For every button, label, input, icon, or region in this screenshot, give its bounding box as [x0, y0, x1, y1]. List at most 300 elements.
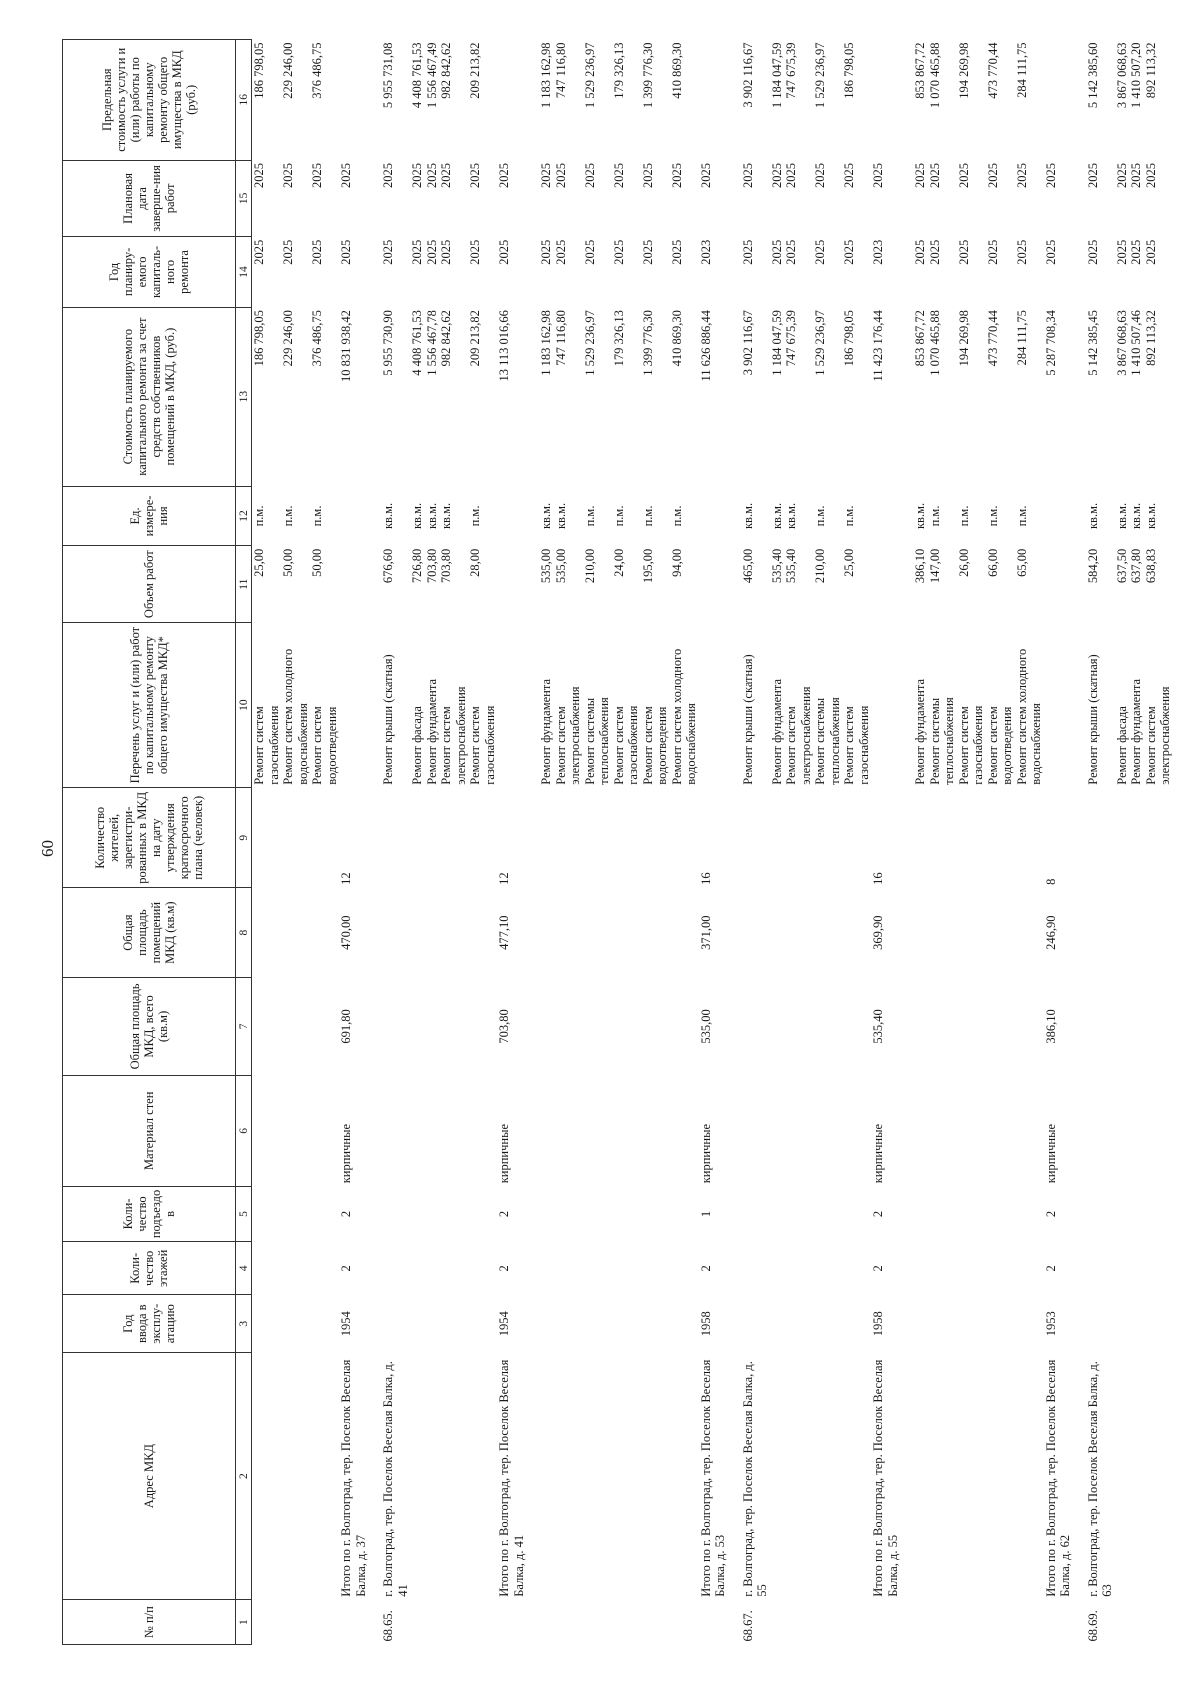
cell-col-10 [497, 623, 526, 788]
cell-col-15: 2025 [842, 163, 856, 189]
cell-col-6 [928, 1075, 957, 1186]
cell-col-14: 2025 [1114, 239, 1129, 265]
cell-col-11 [871, 546, 900, 623]
cell-col-7 [741, 977, 770, 1075]
cell-col-4 [770, 1242, 785, 1295]
cell-col-8 [425, 888, 440, 978]
cell-col-2 [641, 1353, 670, 1600]
cell-col-9 [784, 788, 813, 888]
cell-col-14: 2025 [1143, 239, 1158, 265]
table-container [62, 39, 1192, 1645]
cell-col-8 [439, 888, 468, 978]
cell-col-2 [310, 1353, 339, 1600]
cell-col-4 [957, 1242, 986, 1295]
cell-col-7 [554, 977, 583, 1075]
cell-col-14: 2025 [281, 239, 295, 265]
cell-col-15: 2025 [439, 163, 453, 189]
table-row [252, 40, 282, 1645]
cell-col-14: 2025 [439, 239, 453, 265]
cell-col-5 [468, 1186, 497, 1241]
column-header: Количество жителей, зарегистри-рованных в МКД на дату утверждения краткосрочного плана (человек) [63, 788, 236, 888]
cell-col-1 [310, 1600, 339, 1645]
cell-col-4 [913, 1242, 928, 1295]
cell-col-13: 473 770,44 [985, 310, 1000, 367]
cell-col-12: п.м. [842, 505, 856, 527]
cell-col-3 [439, 1295, 468, 1353]
cell-col-12 [1044, 486, 1073, 546]
cell-col-7 [539, 977, 554, 1075]
column-number: 9 [236, 788, 252, 888]
cell-col-3 [784, 1295, 813, 1353]
cell-col-10: Ремонт систем газоснабжения [252, 705, 281, 785]
cell-col-3 [468, 1295, 497, 1353]
table-row [281, 40, 310, 1645]
cell-col-15: 2025 [1143, 163, 1158, 189]
cell-col-16: 376 486,75 [310, 42, 324, 99]
cell-col-14: 2023 [871, 239, 885, 265]
cell-col-1 [784, 1600, 813, 1645]
cell-col-16 [339, 40, 368, 161]
cell-col-1: 68.69. [1085, 1610, 1100, 1642]
cell-col-13: 747 116,80 [553, 310, 568, 366]
row-gap-cell [526, 40, 539, 1645]
cell-col-10 [339, 623, 368, 788]
row-gap-cell [900, 40, 913, 1645]
cell-col-9: 16 [871, 872, 885, 885]
cell-col-6 [425, 1075, 440, 1186]
cell-col-7: 703,80 [497, 1009, 511, 1044]
cell-col-1 [670, 1600, 699, 1645]
table-row [913, 40, 928, 1645]
cell-col-11: 147,00 [927, 548, 942, 584]
cell-col-6 [612, 1075, 641, 1186]
cell-col-8 [1144, 888, 1173, 978]
cell-col-8 [784, 888, 813, 978]
cell-col-10 [871, 623, 900, 788]
cell-col-16: 5 142 385,60 [1085, 42, 1100, 109]
cell-col-12: кв.м. [784, 502, 798, 530]
cell-col-14: 2025 [381, 239, 395, 265]
cell-col-8 [281, 888, 310, 978]
cell-col-14: 2025 [640, 239, 655, 265]
cell-col-11: 25,00 [252, 548, 266, 577]
table-row [928, 40, 957, 1645]
cell-col-12 [699, 486, 728, 546]
cell-col-2: г. Волгоград, тер. Поселок Веселая Балка, д. 63 [1085, 1361, 1114, 1597]
cell-col-12: п.м. [611, 505, 626, 527]
cell-col-9: 12 [339, 872, 353, 885]
cell-col-2 [425, 1353, 440, 1600]
cell-col-5 [670, 1186, 699, 1241]
cell-col-15: 2025 [553, 163, 568, 189]
cell-col-14: 2025 [1043, 239, 1058, 265]
cell-col-11: 637,50 [1114, 548, 1129, 584]
cell-col-1 [1115, 1600, 1130, 1645]
cell-col-11: 195,00 [640, 548, 655, 584]
cell-col-14: 2025 [539, 239, 553, 265]
cell-col-16: 982 842,62 [439, 42, 453, 99]
column-header: Коли-чество подъездо в [63, 1186, 236, 1241]
page-number: 60 [38, 840, 57, 857]
cell-col-13: 747 675,39 [784, 310, 798, 367]
cell-col-3 [770, 1295, 785, 1353]
cell-col-7: 535,00 [698, 1009, 713, 1044]
cell-col-4 [670, 1242, 699, 1295]
cell-col-9 [539, 788, 554, 888]
cell-col-6 [1144, 1075, 1173, 1186]
cell-col-3: 1954 [339, 1311, 353, 1337]
cell-col-3 [1129, 1295, 1144, 1353]
cell-col-2 [554, 1353, 583, 1600]
cell-col-3: 1954 [497, 1311, 511, 1337]
cell-col-9 [1129, 788, 1144, 888]
cell-col-7 [813, 977, 842, 1075]
cell-col-9 [1086, 788, 1115, 888]
cell-col-5: 1 [698, 1210, 713, 1218]
cell-col-16: 892 113,32 [1143, 42, 1158, 99]
cell-col-10 [1044, 623, 1073, 788]
cell-col-8: 246,90 [1043, 915, 1058, 950]
cell-col-6 [539, 1075, 554, 1186]
cell-col-6 [770, 1075, 785, 1186]
cell-col-13: 1 556 467,78 [424, 310, 439, 376]
cell-col-1 [699, 1600, 728, 1645]
row-gap [728, 40, 741, 1645]
cell-col-7: 386,10 [1043, 1009, 1058, 1044]
cell-col-11: 66,00 [985, 548, 1000, 577]
cell-col-1 [612, 1600, 641, 1645]
cell-col-16: 853 867,72 [913, 42, 927, 99]
cell-col-2 [913, 1353, 928, 1600]
cell-col-12: кв.м. [1085, 502, 1100, 530]
cell-col-6 [1086, 1075, 1115, 1186]
cell-col-12: кв.м. [410, 502, 424, 530]
column-header: Год планиру-емого капиталь-ного ремонта [63, 237, 236, 307]
cell-col-4 [612, 1242, 641, 1295]
cell-col-13: 179 326,13 [611, 310, 626, 367]
table-row [842, 40, 871, 1645]
cell-col-3 [381, 1295, 410, 1353]
cell-col-5 [425, 1186, 440, 1241]
cell-col-4 [842, 1242, 871, 1295]
cell-col-14: 2025 [813, 239, 827, 265]
cell-col-1 [252, 1600, 282, 1645]
cell-col-14: 2025 [842, 239, 856, 265]
cell-col-4 [1144, 1242, 1173, 1295]
cell-col-5 [252, 1186, 282, 1241]
cell-col-13: 1 070 465,88 [927, 310, 942, 376]
column-header: Адрес МКД [63, 1353, 236, 1600]
cell-col-13: 13 113 016,66 [497, 310, 511, 382]
cell-col-15: 2025 [784, 163, 798, 189]
cell-col-8 [468, 888, 497, 978]
cell-col-4: 2 [339, 1265, 353, 1272]
cell-col-7 [583, 977, 612, 1075]
cell-col-15: 2025 [927, 163, 942, 189]
cell-col-5 [1086, 1186, 1115, 1241]
cell-col-14: 2025 [497, 239, 511, 265]
cell-col-1 [339, 1600, 368, 1645]
cell-col-11: 535,00 [539, 548, 553, 584]
cell-col-11: 210,00 [813, 548, 827, 584]
cell-col-9 [554, 788, 583, 888]
column-number: 10 [236, 623, 252, 788]
cell-col-7 [641, 977, 670, 1075]
cell-col-1 [1129, 1600, 1144, 1645]
cell-col-12: кв.м. [381, 502, 395, 530]
cell-col-13: 5 142 385,45 [1085, 310, 1100, 376]
cell-col-4 [741, 1242, 770, 1295]
cell-col-14: 2025 [339, 239, 353, 265]
cell-col-2 [468, 1353, 497, 1600]
cell-col-6 [439, 1075, 468, 1186]
cell-col-12 [339, 486, 368, 546]
cell-col-13: 3 902 116,67 [740, 310, 755, 376]
row-gap-cell [1073, 40, 1086, 1645]
cell-col-9 [986, 788, 1015, 888]
cell-col-4 [539, 1242, 554, 1295]
cell-col-5: 2 [339, 1210, 353, 1218]
cell-col-2 [928, 1353, 957, 1600]
cell-col-13: 186 798,05 [842, 310, 856, 367]
column-header: Предельная стоимость услуги и (или) работы по капитальному ремонту общего имущества в МКД (руб.) [63, 40, 236, 161]
cell-col-15: 2025 [310, 163, 324, 189]
column-number: 8 [236, 888, 252, 978]
cell-col-11: 638,83 [1143, 548, 1158, 584]
cell-col-4 [381, 1242, 410, 1295]
cell-col-8 [612, 888, 641, 978]
cell-col-5 [1129, 1186, 1144, 1241]
cell-col-10: Ремонт систем водоотведения [640, 706, 669, 785]
cell-col-3 [670, 1295, 699, 1353]
cell-col-1 [928, 1600, 957, 1645]
table-row [410, 40, 425, 1645]
cell-col-9: 12 [497, 872, 511, 885]
cell-col-3 [554, 1295, 583, 1353]
cell-col-15: 2025 [1129, 163, 1143, 189]
cell-col-6 [468, 1075, 497, 1186]
cell-col-3 [928, 1295, 957, 1353]
cell-col-3 [1015, 1295, 1044, 1353]
cell-col-11: 676,60 [381, 548, 395, 584]
table-row [813, 40, 842, 1645]
cell-col-4: 2 [497, 1265, 511, 1272]
cell-col-3 [957, 1295, 986, 1353]
cell-col-9 [612, 788, 641, 888]
cell-col-4 [1115, 1242, 1130, 1295]
cell-col-8 [913, 888, 928, 978]
cell-col-11: 24,00 [611, 548, 626, 577]
cell-col-13: 892 113,32 [1143, 310, 1158, 366]
cell-col-4 [554, 1242, 583, 1295]
cell-col-8 [986, 888, 1015, 978]
cell-col-2 [252, 1353, 282, 1600]
cell-col-4 [468, 1242, 497, 1295]
cell-col-10: Ремонт системы теплоснабжения [582, 697, 611, 785]
cell-col-10 [699, 623, 728, 788]
cell-col-2 [670, 1353, 699, 1600]
table-row [612, 40, 641, 1645]
cell-col-11: 584,20 [1085, 548, 1100, 584]
cell-col-13: 10 831 938,42 [339, 310, 353, 382]
cell-col-7 [842, 977, 871, 1075]
table-row [770, 40, 785, 1645]
cell-col-15: 2025 [1114, 163, 1129, 189]
cell-col-8 [741, 888, 770, 978]
cell-col-1 [539, 1600, 554, 1645]
cell-col-5 [986, 1186, 1015, 1241]
column-number: 15 [236, 160, 252, 237]
cell-col-11: 210,00 [582, 548, 597, 584]
cell-col-16: 186 798,05 [252, 42, 266, 99]
cell-col-4 [1086, 1242, 1115, 1295]
cell-col-10: Ремонт систем холодного водоснабжения [669, 648, 698, 785]
table-row [1015, 40, 1044, 1645]
cell-col-10: Ремонт фундамента [1129, 678, 1143, 785]
cell-col-3 [252, 1295, 282, 1353]
cell-col-7 [425, 977, 440, 1075]
cell-col-9 [410, 788, 425, 888]
table-row [784, 40, 813, 1645]
table-row [1144, 40, 1173, 1645]
cell-col-15: 2025 [769, 163, 784, 189]
cell-col-11 [699, 546, 728, 623]
cell-col-8 [641, 888, 670, 978]
cell-col-16: 1 184 047,59 [769, 42, 784, 109]
cell-col-12: п.м. [468, 505, 482, 527]
cell-col-8: 369,90 [871, 915, 885, 950]
cell-col-7 [468, 977, 497, 1075]
cell-col-15: 2025 [669, 163, 684, 189]
cell-col-5 [641, 1186, 670, 1241]
cell-col-5 [310, 1186, 339, 1241]
cell-col-5 [741, 1186, 770, 1241]
cell-col-3 [539, 1295, 554, 1353]
cell-col-12: кв.м. [1114, 502, 1129, 530]
table-row [468, 40, 497, 1645]
cell-col-8: 477,10 [497, 915, 511, 950]
cell-col-2 [583, 1353, 612, 1600]
cell-col-8 [957, 888, 986, 978]
column-header: Общая площадь МКД, всего (кв.м) [63, 977, 236, 1075]
cell-col-15: 2025 [497, 163, 511, 189]
cell-col-2 [1115, 1353, 1130, 1600]
cell-col-10: Ремонт фундамента [913, 678, 927, 785]
cell-col-9 [583, 788, 612, 888]
cell-col-9: 8 [1043, 878, 1058, 885]
cell-col-1 [957, 1600, 986, 1645]
cell-col-5 [612, 1186, 641, 1241]
cell-col-1 [770, 1600, 785, 1645]
cell-col-5 [554, 1186, 583, 1241]
cell-col-5: 2 [497, 1210, 511, 1218]
column-number: 1 [236, 1600, 252, 1645]
cell-col-8 [583, 888, 612, 978]
cell-col-13: 209 213,82 [468, 310, 482, 367]
cell-col-14: 2025 [740, 239, 755, 265]
column-number: 11 [236, 546, 252, 623]
total-row [699, 40, 728, 1645]
cell-col-9 [281, 788, 310, 888]
cell-col-15: 2025 [640, 163, 655, 189]
cell-col-11: 703,80 [439, 548, 453, 584]
cell-col-16: 747 675,39 [784, 42, 798, 99]
cell-col-14: 2025 [769, 239, 784, 265]
cell-col-10: Ремонт системы теплоснабжения [813, 697, 842, 785]
cell-col-15: 2025 [582, 163, 597, 189]
cell-col-4 [641, 1242, 670, 1295]
cell-col-9 [957, 788, 986, 888]
cell-col-16: 179 326,13 [611, 42, 626, 99]
cell-col-1: 68.65. [381, 1610, 395, 1642]
cell-col-16 [497, 40, 526, 161]
cell-col-9 [310, 788, 339, 888]
cell-col-12 [497, 486, 526, 546]
cell-col-2 [1144, 1353, 1173, 1600]
cell-col-15: 2025 [252, 163, 266, 189]
cell-col-1 [813, 1600, 842, 1645]
cell-col-4 [1015, 1242, 1044, 1295]
cell-col-6 [741, 1075, 770, 1186]
column-number: 5 [236, 1186, 252, 1241]
cell-col-5 [842, 1186, 871, 1241]
column-number: 6 [236, 1075, 252, 1186]
cell-col-9: 16 [698, 872, 713, 885]
cell-col-7 [281, 977, 310, 1075]
cell-col-13: 5 955 730,90 [381, 310, 395, 376]
cell-col-16: 186 798,05 [842, 42, 856, 99]
cell-col-16 [1044, 40, 1073, 161]
cell-col-16: 5 955 731,08 [381, 42, 395, 109]
cell-col-3: 1958 [871, 1311, 885, 1337]
cell-col-15: 2025 [956, 163, 971, 189]
cell-col-16: 3 867 068,63 [1114, 42, 1129, 109]
cell-col-7 [252, 977, 282, 1075]
cell-col-12: п.м. [927, 505, 942, 527]
cell-col-11 [1044, 546, 1073, 623]
cell-col-16: 410 869,30 [669, 42, 684, 99]
column-header: Год ввода в эксплу-атацию [63, 1295, 236, 1353]
cell-col-3 [641, 1295, 670, 1353]
cell-col-4: 2 [1043, 1265, 1058, 1272]
cell-col-2 [410, 1353, 425, 1600]
row-gap [368, 40, 381, 1645]
cell-col-14: 2025 [252, 239, 266, 265]
cell-col-13: 1 399 776,30 [640, 310, 655, 376]
cell-col-2: Итого по г. Волгоград, тер. Поселок Веселая Балка, д. 55 [871, 1359, 900, 1597]
cell-col-11: 535,00 [553, 548, 568, 584]
cell-col-8 [1129, 888, 1144, 978]
column-header: Ед. измере-ния [63, 486, 236, 546]
cell-col-1 [1044, 1600, 1073, 1645]
cell-col-6 [784, 1075, 813, 1186]
cell-col-11: 65,00 [1014, 548, 1029, 577]
cell-col-1: 68.67. [740, 1610, 755, 1642]
cell-col-6 [986, 1075, 1015, 1186]
column-number: 16 [236, 40, 252, 161]
cell-col-13: 284 111,75 [1014, 310, 1029, 366]
cell-col-10: Ремонт фасада [410, 706, 424, 785]
cell-col-6 [1015, 1075, 1044, 1186]
cell-col-5 [410, 1186, 425, 1241]
cell-col-16: 4 408 761,53 [410, 42, 424, 109]
cell-col-1 [410, 1600, 425, 1645]
column-header: Коли-чество этажей [63, 1242, 236, 1295]
cell-col-6 [1129, 1075, 1144, 1186]
cell-col-10: Ремонт систем электроснабжения [439, 686, 468, 785]
cell-col-4 [928, 1242, 957, 1295]
cell-col-12: кв.м. [913, 502, 927, 530]
